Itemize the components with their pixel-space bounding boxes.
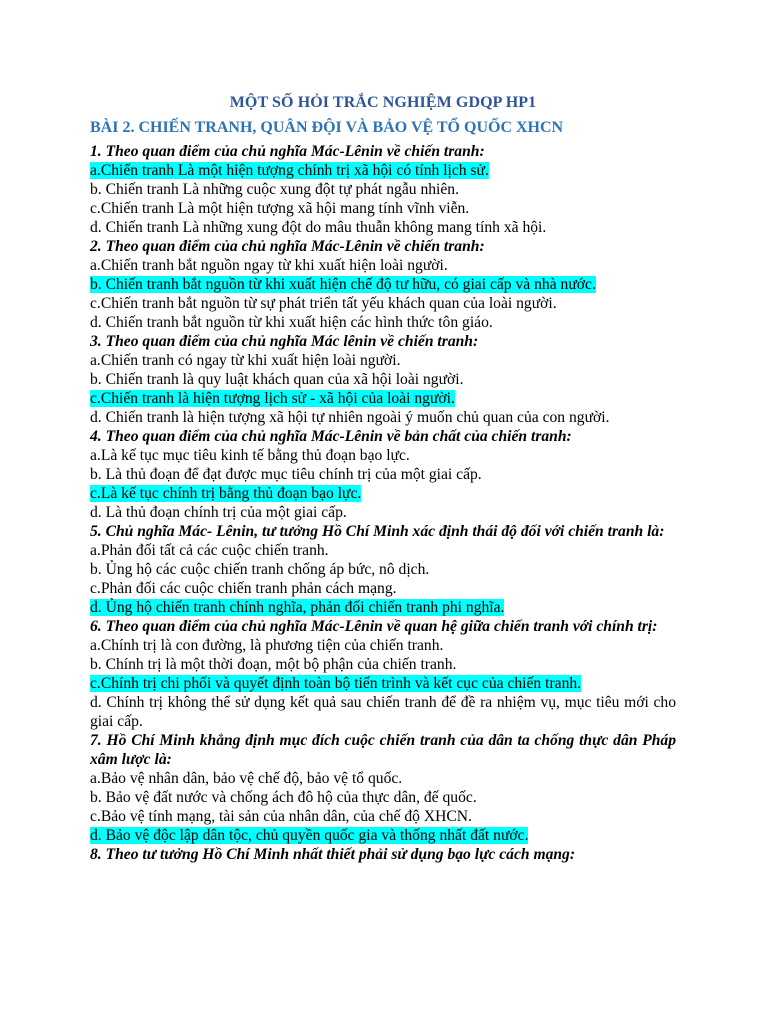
option-d: d. Chiến tranh bắt nguồn từ khi xuất hiện các hình thức tôn giáo. — [90, 314, 493, 331]
question-1 — [90, 142, 676, 237]
lesson-heading: BÀI 2. CHIẾN TRANH, QUÂN ĐỘI VÀ BẢO VỆ TỔ QUỐC XHCN — [90, 119, 564, 136]
question-7 — [90, 731, 676, 845]
option-b: b. Là thủ đoạn để đạt được mục tiêu chính trị của một giai cấp. — [90, 466, 482, 483]
option-b-correct: b. Chiến tranh bắt nguồn từ khi xuất hiện chế độ tư hữu, có giai cấp và nhà nước. — [90, 276, 596, 293]
question-text: 5. Chủ nghĩa Mác- Lênin, tư tưởng Hồ Chí Minh xác định thái độ đối với chiến tranh là: — [90, 523, 665, 540]
option-b: b. Chiến tranh là quy luật khách quan của xã hội loài người. — [90, 371, 464, 388]
question-3 — [90, 332, 676, 427]
option-a: a.Chiến tranh bắt nguồn ngay từ khi xuất hiện loài người. — [90, 257, 448, 274]
option-b: b. Bảo vệ đất nước và chống ách đô hộ của thực dân, đế quốc. — [90, 789, 477, 806]
option-c-correct: c.Chính trị chi phối và quyết định toàn bộ tiến trình và kết cục của chiến tranh. — [90, 675, 582, 692]
option-a: a.Chiến tranh có ngay từ khi xuất hiện loài người. — [90, 352, 401, 369]
option-c: c.Bảo vệ tính mạng, tài sản của nhân dân, của chế độ XHCN. — [90, 808, 472, 825]
question-text: 8. Theo tư tưởng Hồ Chí Minh nhất thiết phải sử dụng bạo lực cách mạng: — [90, 846, 576, 863]
option-c: c.Chiến tranh bắt nguồn từ sự phát triển tất yếu khách quan của loài người. — [90, 295, 557, 312]
question-text: 4. Theo quan điểm của chủ nghĩa Mác-Lênin về bản chất của chiến tranh: — [90, 428, 572, 445]
question-text: 2. Theo quan điểm của chủ nghĩa Mác-Lênin về chiến tranh: — [90, 238, 485, 255]
option-d-correct: d. Bảo vệ độc lập dân tộc, chủ quyền quốc gia và thống nhất đất nước. — [90, 827, 529, 844]
option-a: a.Phản đối tất cả các cuộc chiến tranh. — [90, 542, 329, 559]
option-c-correct: c.Là kế tục chính trị bằng thủ đoạn bạo lực. — [90, 485, 362, 502]
option-c-correct: c.Chiến tranh là hiện tượng lịch sử - xã hội của loài người. — [90, 390, 455, 407]
option-d: d. Chính trị không thể sử dụng kết quả sau chiến tranh để đề ra nhiệm vụ, mục tiêu mới cho giai cấp. — [90, 694, 676, 730]
question-text: 6. Theo quan điểm của chủ nghĩa Mác-Lênin về quan hệ giữa chiến tranh với chính trị: — [90, 618, 658, 635]
question-5 — [90, 522, 676, 617]
question-4 — [90, 427, 676, 522]
option-d: d. Chiến tranh là hiện tượng xã hội tự nhiên ngoài ý muốn chủ quan của con người. — [90, 409, 610, 426]
option-c: c.Chiến tranh Là một hiện tượng xã hội mang tính vĩnh viễn. — [90, 200, 470, 217]
document-page — [90, 93, 676, 864]
option-b: b. Chiến tranh Là những cuộc xung đột tự phát ngẫu nhiên. — [90, 181, 459, 198]
option-b: b. Chính trị là một thời đoạn, một bộ phận của chiến tranh. — [90, 656, 457, 673]
option-a: a.Chính trị là con đường, là phương tiện của chiến tranh. — [90, 637, 444, 654]
question-text: 1. Theo quan điểm của chủ nghĩa Mác-Lênin về chiến tranh: — [90, 143, 485, 160]
option-b: b. Ủng hộ các cuộc chiến tranh chống áp bức, nô dịch. — [90, 561, 430, 578]
option-d: d. Là thủ đoạn chính trị của một giai cấp. — [90, 504, 347, 521]
question-6 — [90, 617, 676, 731]
option-c: c.Phản đối các cuộc chiến tranh phản cách mạng. — [90, 580, 397, 597]
option-a-correct: a.Chiến tranh Là một hiện tượng chính trị xã hội có tính lịch sử. — [90, 162, 489, 179]
option-a: a.Bảo vệ nhân dân, bảo vệ chế độ, bảo vệ tổ quốc. — [90, 770, 403, 787]
option-d: d. Chiến tranh Là những xung đột do mâu thuẫn không mang tính xã hội. — [90, 219, 547, 236]
question-text: 7. Hồ Chí Minh khẳng định mục đích cuộc chiến tranh của dân ta chống thực dân Pháp xâm lược là: — [90, 732, 676, 768]
question-2 — [90, 237, 676, 332]
question-text: 3. Theo quan điểm của chủ nghĩa Mác lênin về chiến tranh: — [90, 333, 479, 350]
option-a: a.Là kế tục mục tiêu kinh tế bằng thủ đoạn bạo lực. — [90, 447, 410, 464]
document-title: MỘT SỐ HỎI TRẮC NGHIỆM GDQP HP1 — [229, 94, 537, 111]
option-d-correct: d. Ủng hộ chiến tranh chính nghĩa, phản đối chiến tranh phi nghĩa. — [90, 599, 505, 616]
question-8 — [90, 845, 676, 864]
